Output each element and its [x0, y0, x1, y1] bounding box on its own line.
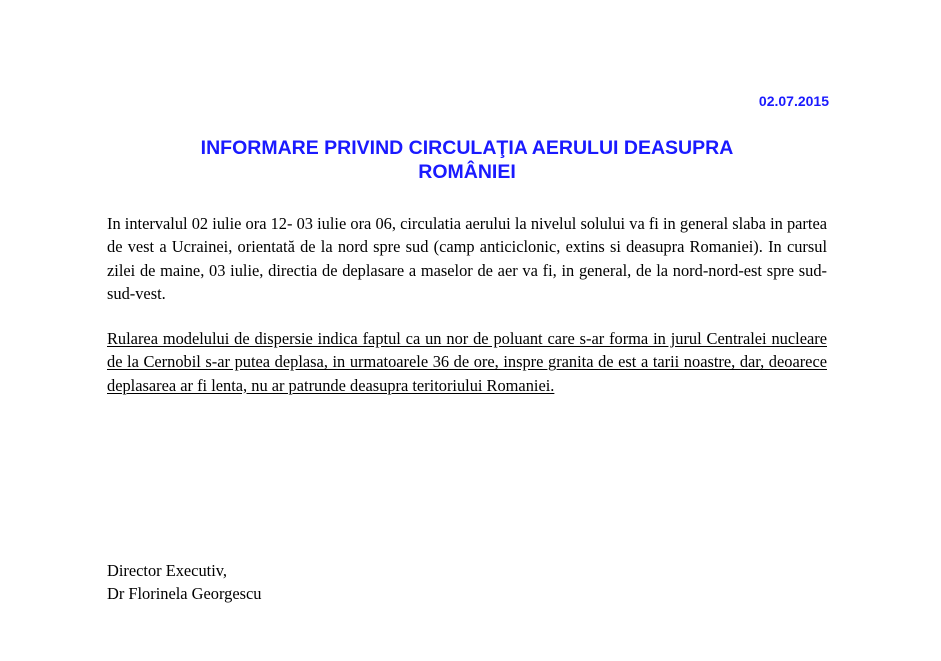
signature-name: Dr Florinela Georgescu: [107, 584, 262, 604]
title-line-2: ROMÂNIEI: [418, 161, 516, 183]
paragraph-circulation: In intervalul 02 iulie ora 12- 03 iulie ora 06, circulatia aerului la nivelul solului va fi in general slaba in partea de vest a Ucrainei, orientată de la nord spre sud (camp anticiclonic, extins si deasupra Romaniei). In cursul zilei de maine, 03 iulie, directia de deplasare a maselor de aer va fi, in general, de la nord-nord-est spre sud-sud-vest.: [107, 214, 827, 303]
document-title: [107, 136, 827, 184]
signature-role: Director Executiv,: [107, 561, 227, 580]
title-line-1: INFORMARE PRIVIND CIRCULAŢIA AERULUI DEASUPRA: [200, 137, 734, 159]
paragraph-dispersion-model: Rularea modelului de dispersie indica faptul ca un nor de poluant care s-ar forma in jurul Centralei nucleare de la Cernobil s-ar putea deplasa, in urmatoarele 36 de ore, inspre granita de est a tarii noastre, dar, deoarece deplasarea ar fi lenta, nu ar patrunde deasupra teritoriului Romaniei.: [107, 329, 827, 395]
document-date: 02.07.2015: [758, 93, 829, 109]
signature-block: [107, 559, 261, 606]
